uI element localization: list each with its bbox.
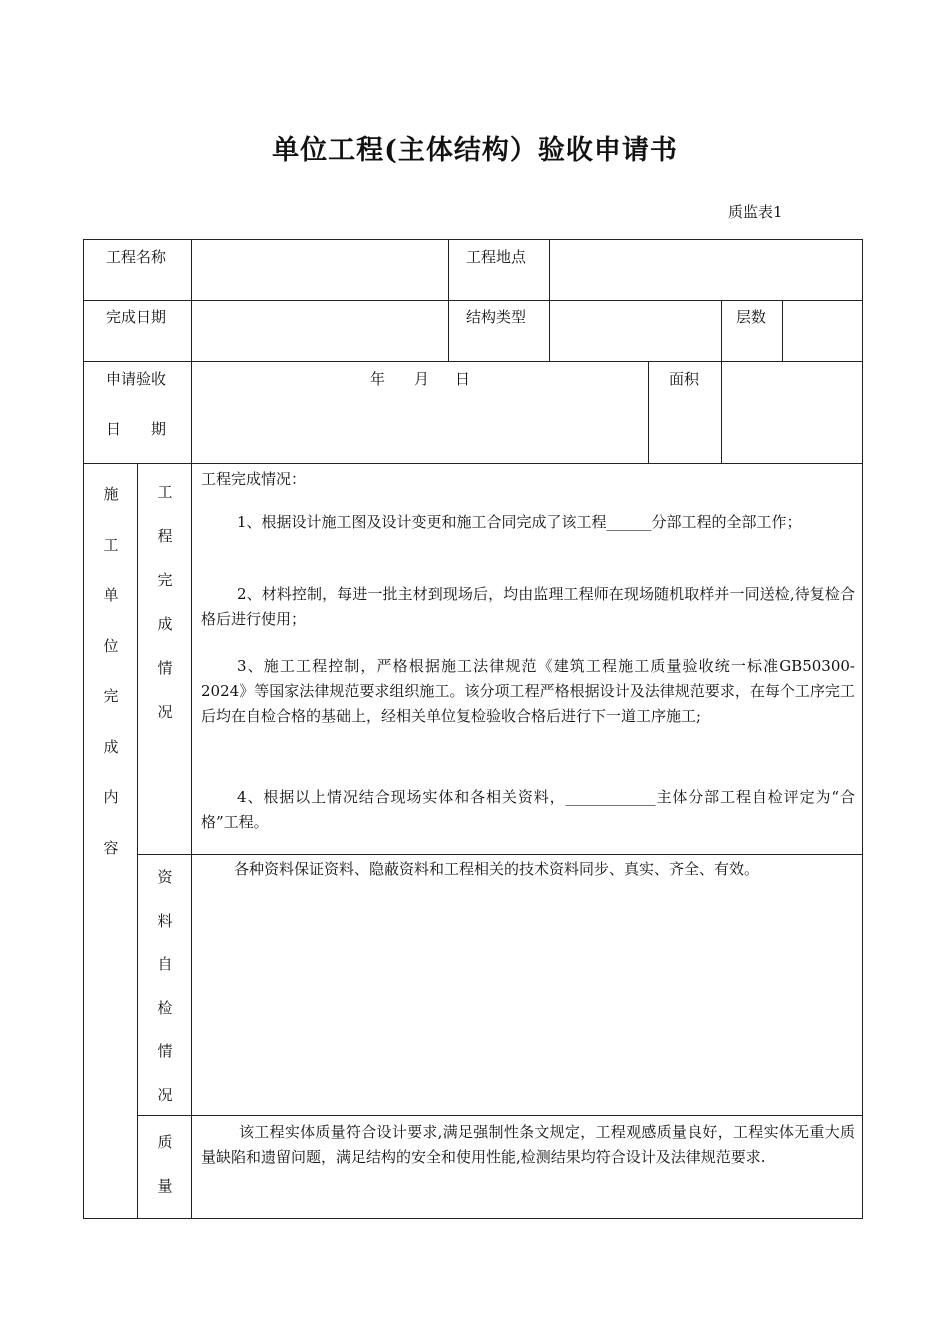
completion-item-2: 2、材料控制，每进一批主材到现场后，均由监理工程师在现场随机取样并一同送检,待复检合格后进行使用； [201, 585, 855, 628]
completion-item-3: 3、施工工程控制，严格根据施工法律规范《建筑工程施工质量验收统一标准GB50300-2024》等国家法律规范要求组织施工。该分项工程严格根据设计及法律规范要求，在每个工序完工后均在自检合格的基础上，经相关单位复检验收合格后进行下一道工序施工; [201, 657, 855, 725]
col-divider [549, 240, 550, 361]
document-check-text: 各种资料保证资料、隐蔽资料和工程相关的技术资料同步、真实、齐全、有效。 [234, 860, 760, 878]
col-divider [191, 240, 192, 463]
col-divider [137, 463, 138, 1218]
row-divider [84, 300, 862, 301]
structure-type-label: 结构类型 [466, 308, 527, 326]
completion-date-label: 完成日期 [106, 308, 167, 326]
col-divider [721, 361, 722, 463]
col-divider [782, 300, 783, 361]
row-divider [84, 361, 862, 362]
date-day: 日 [455, 370, 471, 388]
completion-item-1: 1、根据设计施工图及设计变更和施工合同完成了该工程______分部工程的全部工作； [237, 513, 802, 531]
col-divider [191, 463, 192, 1218]
document-title: 单位工程(主体结构）验收申请书 [272, 135, 678, 166]
row-divider [137, 854, 862, 855]
date-year: 年 [370, 370, 386, 388]
area-label: 面积 [669, 370, 700, 388]
application-form-table [83, 239, 863, 1219]
contractor-completion-label: 施工单位完成内容 [103, 485, 119, 857]
quality-label: 质量 [157, 1133, 173, 1195]
col-divider [721, 300, 722, 361]
completion-heading: 工程完成情况： [201, 470, 307, 488]
document-check-label: 资料自检情况 [157, 868, 173, 1104]
project-name-label: 工程名称 [106, 248, 167, 266]
quality-text: 该工程实体质量符合设计要求,满足强制性条文规定，工程观感质量良好，工程实体无重大质量缺陷和遗留问题，满足结构的安全和使用性能,检测结果均符合设计及法律规范要求. [201, 1123, 855, 1166]
completion-item-4: 4、根据以上情况结合现场实体和各相关资料，____________主体分部工程自检评定为“合格”工程。 [201, 788, 855, 831]
apply-date-label-2: 日 期 [106, 420, 167, 438]
apply-date-label: 申请验收 [106, 370, 167, 388]
project-location-label: 工程地点 [466, 248, 527, 266]
form-code: 质监表1 [728, 203, 783, 221]
completion-status-label: 工程完成情况 [157, 483, 173, 721]
row-divider [137, 1115, 862, 1116]
col-divider [448, 240, 449, 361]
col-divider [648, 361, 649, 463]
floors-label: 层数 [736, 308, 767, 326]
row-divider [84, 463, 862, 464]
date-month: 月 [414, 370, 430, 388]
